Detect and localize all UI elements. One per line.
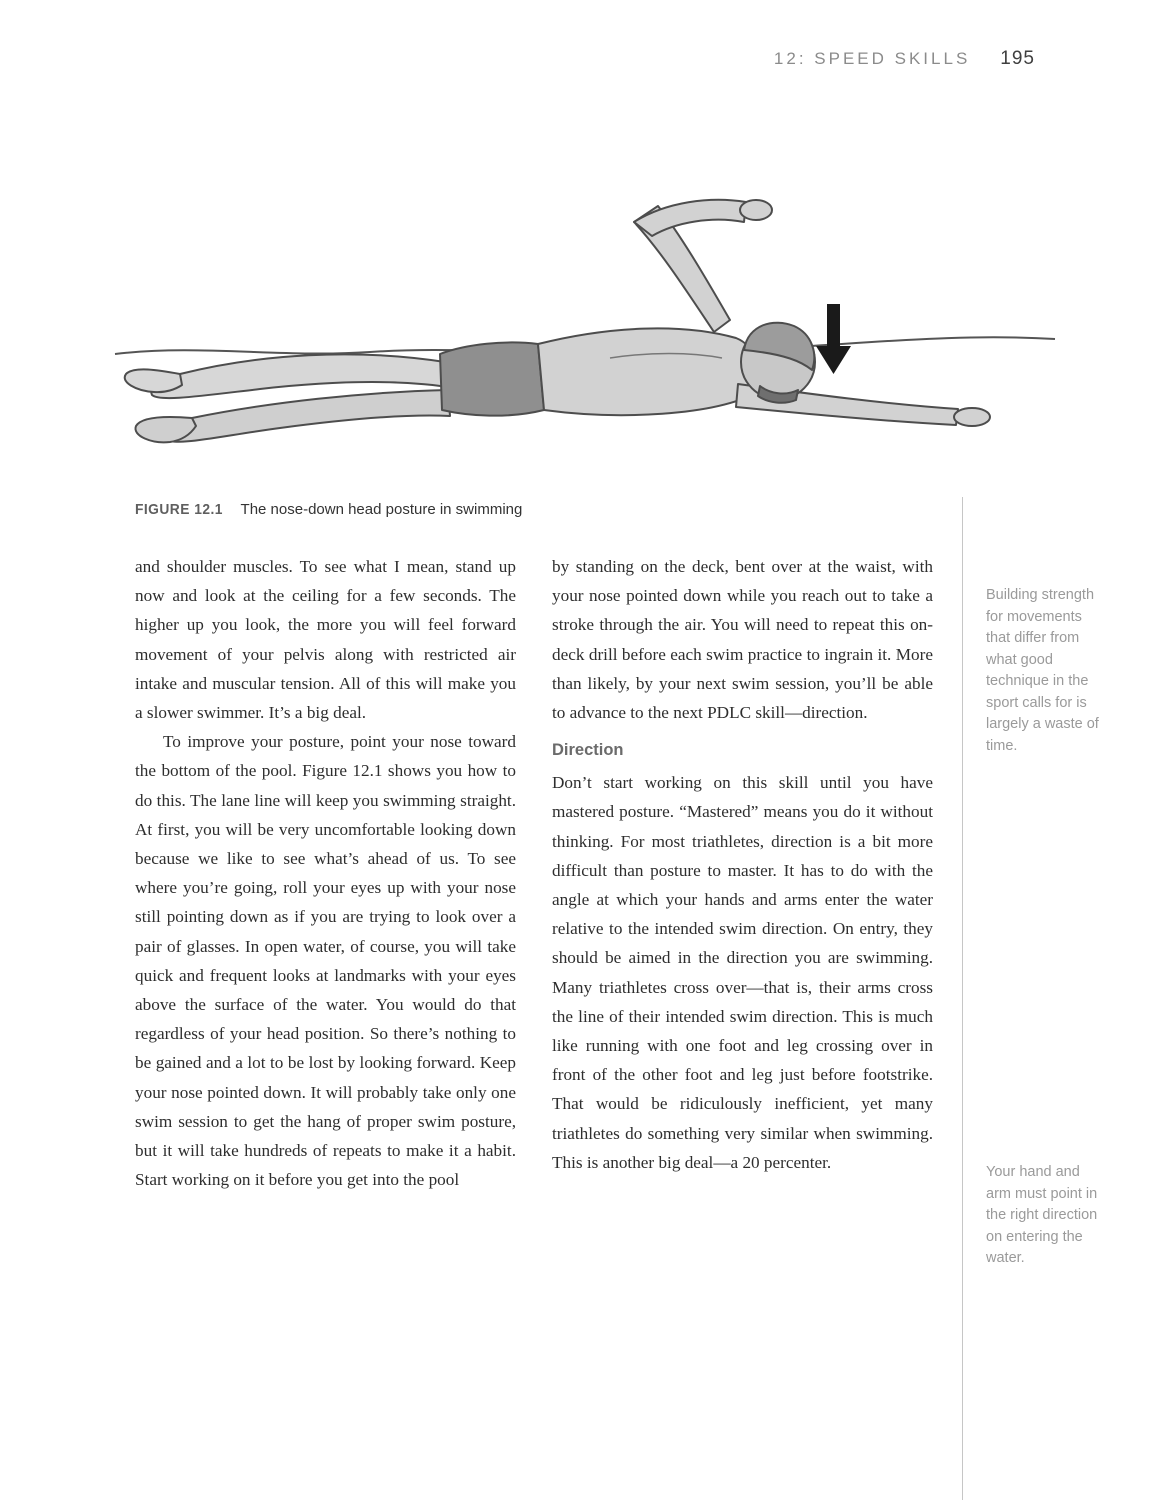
left-paragraph-2: To improve your posture, point your nose toward the bottom of the pool. Figure 12.1 shows you how to do this. The lane line will keep you swimming straight. At first, you will be very uncomfortable looking down because we like to see what’s ahead of us. To see where you’re going, roll your eyes up with your nose still pointing down as if you are trying to look over a pair of glasses. In open water, of course, you will take quick and frequent looks at landmarks with your eyes above the surface of the water. You would do that regardless of your head position. So there’s nothing to be gained and a lot to be lost by looking forward. Keep your nose pointed down. It will probably take only one swim session to get the hang of proper swim posture, but it will take hundreds of repeats to make it a habit. Start working on it before you get into the pool <box>135 732 516 1190</box>
running-head <box>774 48 1035 70</box>
right-paragraph-1: by standing on the deck, bent over at the waist, with your nose pointed down while you reach out to take a stroke through the air. You will need to repeat this on-deck drill before each swim practice to ingrain it. More than likely, by your next swim session, you’ll be able to advance to the next PDLC skill—direction. <box>552 557 933 723</box>
right-column <box>552 552 933 1194</box>
down-arrow-icon <box>816 304 851 374</box>
figure-caption-text: The nose-down head posture in swimming <box>240 501 523 518</box>
margin-note-1: Building strength for movements that differ from what good technique in the sport calls for is largely a waste of time. <box>986 587 1099 754</box>
swimmer-body <box>125 200 990 443</box>
left-paragraph-1: and shoulder muscles. To see what I mean, stand up now and look at the ceiling for a few seconds. The higher up you look, the more you will feel forward movement of your pelvis along with restricted air intake and muscular tension. All of this will make you a slower swimmer. It’s a big deal. <box>135 557 516 723</box>
direction-heading: Direction <box>552 741 624 760</box>
left-column <box>135 552 516 1194</box>
margin-rule <box>962 497 963 1500</box>
swimmer-illustration <box>110 158 1060 488</box>
chapter-title: 12: SPEED SKILLS <box>773 49 971 68</box>
figure-label: FIGURE 12.1 <box>135 501 223 518</box>
page-number: 195 <box>1000 48 1035 69</box>
figure-caption <box>135 501 522 518</box>
margin-note-2: Your hand and arm must point in the right direction on entering the water. <box>986 1164 1098 1266</box>
body-columns <box>135 552 933 1194</box>
right-paragraph-2: Don’t start working on this skill until you have mastered posture. “Mastered” means you do it without thinking. For most triathletes, direction is a bit more difficult than posture to master. It has to do with the angle at which your hands and arms enter the water relative to the intended swim direction. On entry, they should be aimed in the direction you are swimming. Many triathletes cross over—that is, their arms cross the line of their intended swim direction. This is much like running with one foot and leg crossing over in front of the other foot and leg just before footstrike. That would be ridiculously inefficient, yet many triathletes do something very similar when swimming. This is another big deal—a 20 percenter. <box>552 773 933 1172</box>
